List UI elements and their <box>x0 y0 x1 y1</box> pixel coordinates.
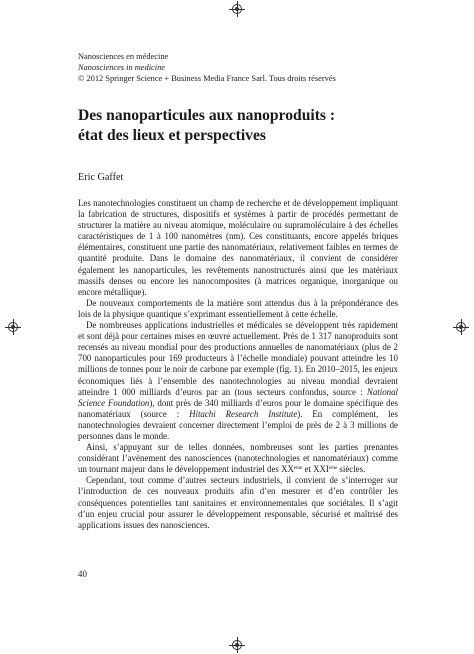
paragraph-5: Cependant, tout comme d’autres secteurs industriels, il convient de s’interroger sur l’introduction de ces nouveaux produits afin d’en mesurer et d’en contrôler les conséquences potentielles tant sanitaires et environnementales que sociétales. Il s’agit d’un enjeu crucial pour assurer le développement responsable, sécurisé et maîtrisé des applications issues des nanosciences. <box>78 475 398 530</box>
article-body <box>78 198 398 531</box>
registration-mark-bottom <box>232 640 242 650</box>
paragraph-1: Les nanotechnologies constituent un champ de recherche et de développement impliquant la fabrication de structures, dispositifs et systèmes à partir de procédés permettant de structurer la matière au niveau atomique, moléculaire ou supramoléculaire à des échelles caractéristiques de 1 à 100 nanomètres (nm). Ces constituants, encore appelés briques élémentaires, constituent une partie des nanomatériaux, relativement faibles en termes de quantité produite. Dans le domaine des nanomatériaux, il convient de considérer également les nanoparticules, les revêtements nanostructurés ainsi que les matériaux massifs denses ou encore les nanocomposites (à matrices organique, inorganique ou encore métallique). <box>78 198 398 297</box>
paragraph-2: De nouveaux comportements de la matière sont attendus dus à la prépondérance des lois de la physique quantique s’exprimant essentiellement à cette échelle. <box>78 297 398 319</box>
author-name: Eric Gaffet <box>78 172 124 183</box>
page-number: 40 <box>78 569 87 579</box>
article-title-line-2: état des lieux et perspectives <box>78 127 266 144</box>
paragraph-3 <box>78 320 398 442</box>
running-header <box>78 52 408 84</box>
paragraph-4-text-mid: et XXI <box>302 464 329 475</box>
registration-mark-right <box>456 322 466 332</box>
registration-mark-left <box>8 322 18 332</box>
registration-mark-top <box>232 4 242 14</box>
paragraph-3-text-c: ). En complément, les nanotechnologies devraient concerner directement l’emploi de près de 2 à 3 millions de personnes dans le monde. <box>78 408 398 441</box>
superscript-eme-1: ème <box>293 466 303 472</box>
source-nsf: National Science Foundation <box>78 386 398 408</box>
paragraph-3-text-a: De nombreuses applications industrielles et médicales se développent très rapidement et sont déjà pour certaines mises en œuvre actuellement. Près de 1 317 nanoproduits sont recensés au niveau mondial pour des productions annuelles de nanomatériaux (plus de 2 700 nanoparticules pour 169 producteurs à l’échelle mondiale) pouvant atteindre les 10 millions de tonnes pour le noir de carbone par exemple (fig. 1). En 2010–2015, les enjeux économiques liés à l’ensemble des nanotechnologies au niveau mondial devraient atteindre 1 000 milliards d’euros par an (tous secteurs confondus, source : <box>78 320 398 397</box>
series-title: Nanosciences en médecine <box>78 52 169 61</box>
paragraph-3-text-b: ), dont près de 340 milliards d’euros pour le domaine spécifique des nanomatériaux (source : <box>78 397 398 419</box>
article-title <box>78 106 408 146</box>
paragraph-4-text-a: Ainsi, s’appuyant sur de telles données, nombreuses sont les parties prenantes considérant l’avènement des nanosciences (nanotechnologies et nanomatériaux) comme un tournant majeur dans le développement industriel des XX <box>78 442 398 475</box>
article-title-line-1: Des nanoparticules aux nanoproduits : <box>78 107 336 124</box>
source-hitachi: Hitachi Research Institute <box>189 408 298 419</box>
paragraph-4 <box>78 442 398 475</box>
series-title-english: Nanosciences in medicine <box>78 62 165 72</box>
paragraph-4-text-b: siècles. <box>337 464 366 475</box>
superscript-eme-2: ème <box>328 466 338 472</box>
copyright-line: © 2012 Springer Science + Business Media France Sarl. Tous droits réservés <box>78 73 336 83</box>
